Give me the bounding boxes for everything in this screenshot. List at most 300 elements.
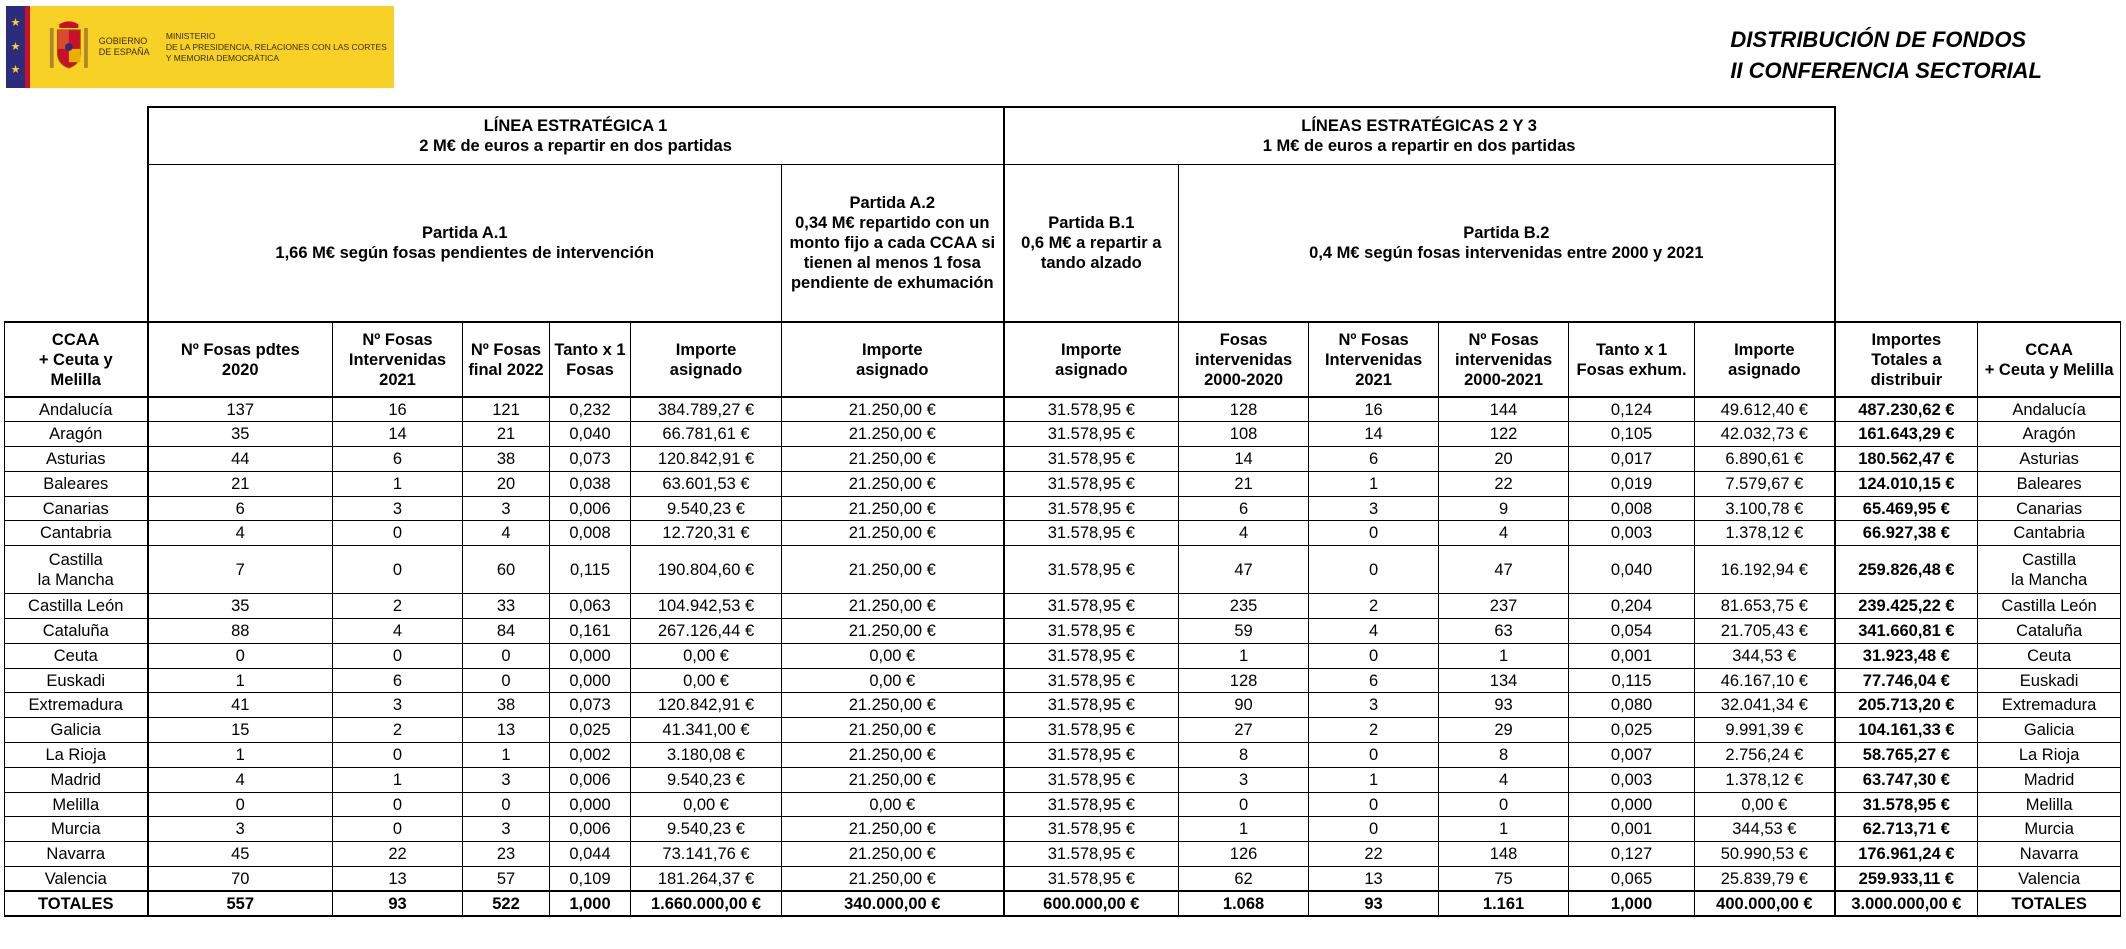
cell-fosas-pdtes-2020: 4 [148,767,333,792]
cell-fosas-intervenidas-2021-b: 13 [1309,867,1439,892]
cell-fosas-pdtes-2020: 3 [148,817,333,842]
cell-importe-b2: 1.378,12 € [1695,767,1835,792]
cell-fosas-intervenidas-2000-2021: 134 [1439,668,1569,693]
cell-ccaa-right: Euskadi [1978,668,2121,693]
cell-fosas-intervenidas-2021: 0 [333,792,463,817]
cell-importe-a1: 41.341,00 € [631,718,782,743]
cell-fosas-pdtes-2020: 0 [148,643,333,668]
cell-importes-totales: 259.826,48 € [1835,546,1978,594]
cell-importe-b2: 42.032,73 € [1695,422,1835,447]
cell-tanto-fosas-exhum: 0,003 [1569,767,1695,792]
cell-importe-b1: 31.578,95 € [1004,397,1179,422]
cell-tanto-fosas-exhum: 0,000 [1569,792,1695,817]
cell-fosas-pdtes-2020: 44 [148,447,333,472]
cell-fosas-intervenidas-2021: 0 [333,546,463,594]
table-row [5,743,2121,768]
total-importe-a2: 340.000,00 € [782,891,1004,916]
cell-fosas-pdtes-2020: 35 [148,422,333,447]
cell-tanto-fosas-exhum: 0,080 [1569,693,1695,718]
cell-ccaa-right: Asturias [1978,447,2121,472]
cell-importes-totales: 341.660,81 € [1835,619,1978,644]
column-header-fosas-pdtes-2020: Nº Fosas pdtes 2020 [148,322,333,397]
cell-tanto-fosas-exhum: 0,001 [1569,817,1695,842]
cell-ccaa-right: Galicia [1978,718,2121,743]
table-row [5,447,2121,472]
column-header-ccaa-right: CCAA + Ceuta y Melilla [1978,322,2121,397]
cell-ccaa: Asturias [5,447,148,472]
cell-importes-totales: 176.961,24 € [1835,842,1978,867]
cell-tanto-fosas: 0,073 [550,693,631,718]
cell-fosas-intervenidas-2021-b: 4 [1309,619,1439,644]
total-importe-b1: 600.000,00 € [1004,891,1179,916]
table-row [5,471,2121,496]
cell-importe-b2: 46.167,10 € [1695,668,1835,693]
cell-ccaa: Murcia [5,817,148,842]
cell-fosas-intervenidas-2000-2021: 4 [1439,767,1569,792]
totals-row [5,891,2121,916]
cell-fosas-pdtes-2020: 15 [148,718,333,743]
cell-importe-a1: 0,00 € [631,792,782,817]
cell-ccaa: La Rioja [5,743,148,768]
star-icon: ★ [10,17,21,30]
cell-ccaa: Galicia [5,718,148,743]
cell-fosas-final-2022: 1 [463,743,550,768]
cell-ccaa: Madrid [5,767,148,792]
table-row [5,643,2121,668]
total-fosas-intervenidas-2021-b: 93 [1309,891,1439,916]
cell-fosas-intervenidas-2000-2021: 122 [1439,422,1569,447]
coat-of-arms-icon [47,17,91,77]
cell-tanto-fosas-exhum: 0,124 [1569,397,1695,422]
cell-importe-a2: 21.250,00 € [782,546,1004,594]
cell-fosas-intervenidas-2000-2021: 29 [1439,718,1569,743]
cell-fosas-intervenidas-2021: 14 [333,422,463,447]
cell-ccaa: Euskadi [5,668,148,693]
cell-fosas-intervenidas-2021: 2 [333,718,463,743]
cell-ccaa: Navarra [5,842,148,867]
cell-fosas-intervenidas-2000-2021: 75 [1439,867,1569,892]
cell-importe-a1: 3.180,08 € [631,743,782,768]
cell-tanto-fosas-exhum: 0,127 [1569,842,1695,867]
cell-importe-a1: 63.601,53 € [631,471,782,496]
cell-importe-b1: 31.578,95 € [1004,594,1179,619]
partida-b2-header: Partida B.2 0,4 M€ según fosas intervenidas entre 2000 y 2021 [1179,164,1835,322]
column-header-ccaa: CCAA + Ceuta y Melilla [5,322,148,397]
cell-importe-b2: 49.612,40 € [1695,397,1835,422]
cell-fosas-final-2022: 3 [463,496,550,521]
cell-importe-a1: 120.842,91 € [631,693,782,718]
cell-tanto-fosas: 0,006 [550,817,631,842]
cell-tanto-fosas: 0,025 [550,718,631,743]
cell-fosas-intervenidas-2000-2020: 3 [1179,767,1309,792]
cell-importe-a2: 21.250,00 € [782,521,1004,546]
cell-importe-b2: 1.378,12 € [1695,521,1835,546]
cell-importe-a2: 21.250,00 € [782,397,1004,422]
cell-ccaa-right: Cataluña [1978,619,2121,644]
cell-importe-b1: 31.578,95 € [1004,842,1179,867]
column-header-importe-b2: Importe asignado [1695,322,1835,397]
cell-fosas-intervenidas-2000-2021: 9 [1439,496,1569,521]
cell-fosas-intervenidas-2000-2020: 14 [1179,447,1309,472]
cell-tanto-fosas-exhum: 0,017 [1569,447,1695,472]
table-row [5,668,2121,693]
cell-tanto-fosas: 0,038 [550,471,631,496]
cell-fosas-intervenidas-2021: 16 [333,397,463,422]
cell-ccaa-right: Castilla León [1978,594,2121,619]
cell-importe-a2: 21.250,00 € [782,496,1004,521]
cell-importes-totales: 180.562,47 € [1835,447,1978,472]
cell-importe-b1: 31.578,95 € [1004,743,1179,768]
cell-fosas-intervenidas-2021-b: 3 [1309,496,1439,521]
cell-importe-a2: 21.250,00 € [782,693,1004,718]
cell-importe-a2: 21.250,00 € [782,619,1004,644]
cell-tanto-fosas-exhum: 0,025 [1569,718,1695,743]
strategic-line-1-header: LÍNEA ESTRATÉGICA 1 2 M€ de euros a repartir en dos partidas [148,107,1004,164]
cell-tanto-fosas: 0,232 [550,397,631,422]
cell-fosas-intervenidas-2000-2020: 62 [1179,867,1309,892]
cell-importe-b2: 2.756,24 € [1695,743,1835,768]
total-fosas-intervenidas-2000-2021: 1.161 [1439,891,1569,916]
cell-importe-a2: 0,00 € [782,668,1004,693]
column-header-tanto-fosas: Tanto x 1 Fosas [550,322,631,397]
table-row [5,693,2121,718]
cell-fosas-intervenidas-2000-2020: 235 [1179,594,1309,619]
cell-importe-a2: 21.250,00 € [782,471,1004,496]
cell-fosas-intervenidas-2021-b: 2 [1309,594,1439,619]
cell-importe-b2: 25.839,79 € [1695,867,1835,892]
cell-importe-a2: 21.250,00 € [782,767,1004,792]
cell-importe-a2: 21.250,00 € [782,867,1004,892]
column-header-importe-b1: Importe asignado [1004,322,1179,397]
cell-importe-b1: 31.578,95 € [1004,546,1179,594]
government-banner [6,6,394,88]
cell-importes-totales: 259.933,11 € [1835,867,1978,892]
cell-importe-a2: 21.250,00 € [782,817,1004,842]
cell-ccaa-right: Melilla [1978,792,2121,817]
cell-importe-a1: 104.942,53 € [631,594,782,619]
cell-fosas-intervenidas-2021-b: 16 [1309,397,1439,422]
cell-fosas-intervenidas-2000-2020: 27 [1179,718,1309,743]
cell-importes-totales: 31.578,95 € [1835,792,1978,817]
star-icon: ★ [10,63,21,76]
cell-tanto-fosas-exhum: 0,040 [1569,546,1695,594]
cell-tanto-fosas: 0,006 [550,767,631,792]
cell-fosas-intervenidas-2021: 1 [333,767,463,792]
cell-fosas-pdtes-2020: 1 [148,743,333,768]
cell-tanto-fosas-exhum: 0,204 [1569,594,1695,619]
government-label: GOBIERNO DE ESPAÑA [98,36,150,57]
cell-importes-totales: 104.161,33 € [1835,718,1978,743]
total-tanto-fosas: 1,000 [550,891,631,916]
cell-fosas-pdtes-2020: 41 [148,693,333,718]
cell-ccaa: Melilla [5,792,148,817]
table-row [5,422,2121,447]
cell-ccaa-right: Andalucía [1978,397,2121,422]
cell-fosas-final-2022: 38 [463,447,550,472]
cell-ccaa: Cataluña [5,619,148,644]
column-header-tanto-fosas-exhum: Tanto x 1 Fosas exhum. [1569,322,1695,397]
partida-a2-header: Partida A.2 0,34 M€ repartido con un monto fijo a cada CCAA si tienen al menos 1 fosa pendiente de exhumación [782,164,1004,322]
cell-fosas-intervenidas-2021-b: 0 [1309,792,1439,817]
cell-fosas-intervenidas-2000-2021: 20 [1439,447,1569,472]
cell-fosas-intervenidas-2021-b: 6 [1309,447,1439,472]
cell-tanto-fosas: 0,000 [550,792,631,817]
total-tanto-fosas-exhum: 1,000 [1569,891,1695,916]
cell-fosas-final-2022: 21 [463,422,550,447]
cell-tanto-fosas-exhum: 0,105 [1569,422,1695,447]
cell-ccaa-right: Madrid [1978,767,2121,792]
cell-importe-b1: 31.578,95 € [1004,619,1179,644]
cell-tanto-fosas-exhum: 0,019 [1569,471,1695,496]
cell-importes-totales: 77.746,04 € [1835,668,1978,693]
cell-ccaa: Castilla León [5,594,148,619]
cell-ccaa-right: La Rioja [1978,743,2121,768]
cell-importes-totales: 62.713,71 € [1835,817,1978,842]
cell-ccaa-right: Ceuta [1978,643,2121,668]
cell-importe-b1: 31.578,95 € [1004,496,1179,521]
cell-importe-a1: 9.540,23 € [631,767,782,792]
cell-fosas-intervenidas-2000-2020: 128 [1179,668,1309,693]
cell-ccaa: Andalucía [5,397,148,422]
cell-ccaa: Extremadura [5,693,148,718]
cell-fosas-final-2022: 84 [463,619,550,644]
cell-fosas-pdtes-2020: 6 [148,496,333,521]
cell-fosas-final-2022: 3 [463,817,550,842]
table-row [5,521,2121,546]
total-importe-b2: 400.000,00 € [1695,891,1835,916]
cell-fosas-intervenidas-2021: 0 [333,743,463,768]
cell-importe-b2: 16.192,94 € [1695,546,1835,594]
table-row [5,594,2121,619]
column-header-fosas-intervenidas-2021-b: Nº Fosas Intervenidas 2021 [1309,322,1439,397]
cell-fosas-intervenidas-2000-2021: 1 [1439,817,1569,842]
cell-fosas-final-2022: 0 [463,668,550,693]
cell-importe-a2: 21.250,00 € [782,743,1004,768]
cell-ccaa: Castilla la Mancha [5,546,148,594]
column-header-fosas-intervenidas-2021: Nº Fosas Intervenidas 2021 [333,322,463,397]
cell-fosas-pdtes-2020: 70 [148,867,333,892]
cell-importe-a2: 21.250,00 € [782,718,1004,743]
cell-importe-a1: 12.720,31 € [631,521,782,546]
cell-fosas-intervenidas-2000-2021: 8 [1439,743,1569,768]
strategic-lines-2-3-header: LÍNEAS ESTRATÉGICAS 2 Y 3 1 M€ de euros a repartir en dos partidas [1004,107,1835,164]
cell-fosas-final-2022: 13 [463,718,550,743]
cell-fosas-intervenidas-2000-2021: 144 [1439,397,1569,422]
cell-fosas-pdtes-2020: 45 [148,842,333,867]
cell-fosas-intervenidas-2000-2021: 237 [1439,594,1569,619]
cell-fosas-intervenidas-2021-b: 1 [1309,471,1439,496]
column-header-fosas-intervenidas-2000-2020: Fosas intervenidas 2000-2020 [1179,322,1309,397]
cell-ccaa-right: Murcia [1978,817,2121,842]
cell-importe-a2: 21.250,00 € [782,594,1004,619]
cell-tanto-fosas: 0,006 [550,496,631,521]
cell-fosas-intervenidas-2021: 1 [333,471,463,496]
total-ccaa-right: TOTALES [1978,891,2121,916]
cell-fosas-intervenidas-2000-2021: 22 [1439,471,1569,496]
cell-fosas-intervenidas-2000-2020: 128 [1179,397,1309,422]
cell-fosas-intervenidas-2021: 0 [333,521,463,546]
cell-fosas-intervenidas-2021-b: 0 [1309,743,1439,768]
ministry-label: MINISTERIO DE LA PRESIDENCIA, RELACIONES CON LAS CORTES Y MEMORIA DEMOCRÁTICA [165,30,387,63]
cell-importe-b2: 50.990,53 € [1695,842,1835,867]
cell-importe-a2: 21.250,00 € [782,447,1004,472]
cell-importe-b1: 31.578,95 € [1004,471,1179,496]
cell-importe-b2: 21.705,43 € [1695,619,1835,644]
cell-fosas-final-2022: 0 [463,792,550,817]
cell-ccaa-right: Navarra [1978,842,2121,867]
cell-importe-a1: 9.540,23 € [631,496,782,521]
cell-tanto-fosas: 0,000 [550,668,631,693]
table-row [5,817,2121,842]
column-header-fosas-final-2022: Nº Fosas final 2022 [463,322,550,397]
cell-tanto-fosas: 0,161 [550,619,631,644]
cell-ccaa: Cantabria [5,521,148,546]
cell-fosas-intervenidas-2000-2021: 148 [1439,842,1569,867]
table-row [5,767,2121,792]
cell-importe-a1: 120.842,91 € [631,447,782,472]
cell-importes-totales: 63.747,30 € [1835,767,1978,792]
cell-fosas-intervenidas-2000-2020: 8 [1179,743,1309,768]
cell-importe-b2: 344,53 € [1695,817,1835,842]
cell-fosas-intervenidas-2021: 6 [333,447,463,472]
cell-fosas-intervenidas-2021: 6 [333,668,463,693]
cell-importes-totales: 31.923,48 € [1835,643,1978,668]
cell-fosas-intervenidas-2021-b: 0 [1309,521,1439,546]
partida-b1-header: Partida B.1 0,6 M€ a repartir a tando alzado [1004,164,1179,322]
cell-fosas-final-2022: 20 [463,471,550,496]
cell-importe-b2: 7.579,67 € [1695,471,1835,496]
cell-importe-b2: 0,00 € [1695,792,1835,817]
cell-tanto-fosas: 0,073 [550,447,631,472]
cell-fosas-intervenidas-2000-2020: 6 [1179,496,1309,521]
cell-importe-a2: 0,00 € [782,792,1004,817]
cell-ccaa: Aragón [5,422,148,447]
cell-importe-b1: 31.578,95 € [1004,521,1179,546]
cell-fosas-pdtes-2020: 35 [148,594,333,619]
cell-fosas-pdtes-2020: 1 [148,668,333,693]
cell-fosas-intervenidas-2000-2021: 63 [1439,619,1569,644]
column-header-fosas-intervenidas-2000-2021: Nº Fosas intervenidas 2000-2021 [1439,322,1569,397]
cell-ccaa-right: Extremadura [1978,693,2121,718]
cell-fosas-intervenidas-2021: 0 [333,643,463,668]
cell-importes-totales: 161.643,29 € [1835,422,1978,447]
total-fosas-intervenidas-2021: 93 [333,891,463,916]
cell-fosas-intervenidas-2021-b: 14 [1309,422,1439,447]
table-row [5,867,2121,892]
cell-fosas-intervenidas-2000-2021: 47 [1439,546,1569,594]
cell-tanto-fosas: 0,040 [550,422,631,447]
cell-fosas-intervenidas-2000-2020: 126 [1179,842,1309,867]
cell-ccaa-right: Baleares [1978,471,2121,496]
cell-fosas-intervenidas-2021-b: 3 [1309,693,1439,718]
cell-fosas-final-2022: 57 [463,867,550,892]
total-importe-a1: 1.660.000,00 € [631,891,782,916]
cell-importe-a1: 66.781,61 € [631,422,782,447]
cell-importes-totales: 487.230,62 € [1835,397,1978,422]
cell-importe-b1: 31.578,95 € [1004,817,1179,842]
cell-importe-a2: 21.250,00 € [782,842,1004,867]
cell-fosas-final-2022: 60 [463,546,550,594]
cell-fosas-final-2022: 4 [463,521,550,546]
cell-ccaa: Valencia [5,867,148,892]
cell-importe-b2: 32.041,34 € [1695,693,1835,718]
cell-importe-a1: 0,00 € [631,668,782,693]
cell-tanto-fosas-exhum: 0,054 [1569,619,1695,644]
cell-importe-a1: 190.804,60 € [631,546,782,594]
cell-fosas-intervenidas-2000-2021: 1 [1439,643,1569,668]
cell-fosas-final-2022: 23 [463,842,550,867]
cell-ccaa: Ceuta [5,643,148,668]
cell-importe-b1: 31.578,95 € [1004,792,1179,817]
cell-fosas-intervenidas-2021-b: 22 [1309,842,1439,867]
cell-ccaa-right: Aragón [1978,422,2121,447]
table-row [5,496,2121,521]
cell-fosas-intervenidas-2021: 13 [333,867,463,892]
cell-tanto-fosas-exhum: 0,003 [1569,521,1695,546]
table-row [5,842,2121,867]
cell-fosas-intervenidas-2000-2020: 1 [1179,643,1309,668]
cell-importes-totales: 66.927,38 € [1835,521,1978,546]
cell-fosas-pdtes-2020: 0 [148,792,333,817]
cell-tanto-fosas: 0,063 [550,594,631,619]
cell-importe-a1: 73.141,76 € [631,842,782,867]
cell-fosas-intervenidas-2000-2021: 4 [1439,521,1569,546]
cell-tanto-fosas-exhum: 0,007 [1569,743,1695,768]
cell-ccaa: Canarias [5,496,148,521]
cell-fosas-intervenidas-2000-2020: 108 [1179,422,1309,447]
cell-fosas-intervenidas-2021: 22 [333,842,463,867]
column-header-importes-totales: Importes Totales a distribuir [1835,322,1978,397]
cell-fosas-intervenidas-2021-b: 0 [1309,643,1439,668]
cell-fosas-final-2022: 121 [463,397,550,422]
total-fosas-final-2022: 522 [463,891,550,916]
cell-importe-b1: 31.578,95 € [1004,693,1179,718]
cell-fosas-intervenidas-2000-2020: 4 [1179,521,1309,546]
cell-importe-b1: 31.578,95 € [1004,668,1179,693]
cell-importe-b2: 344,53 € [1695,643,1835,668]
cell-fosas-intervenidas-2000-2020: 90 [1179,693,1309,718]
cell-importes-totales: 65.469,95 € [1835,496,1978,521]
cell-fosas-intervenidas-2021: 2 [333,594,463,619]
partida-a1-header: Partida A.1 1,66 M€ según fosas pendientes de intervención [148,164,782,322]
cell-importe-b1: 31.578,95 € [1004,447,1179,472]
cell-tanto-fosas-exhum: 0,115 [1569,668,1695,693]
cell-fosas-intervenidas-2021-b: 0 [1309,817,1439,842]
cell-importes-totales: 58.765,27 € [1835,743,1978,768]
cell-importe-a1: 9.540,23 € [631,817,782,842]
cell-importe-a2: 0,00 € [782,643,1004,668]
cell-fosas-intervenidas-2000-2020: 0 [1179,792,1309,817]
cell-fosas-intervenidas-2021: 3 [333,693,463,718]
cell-fosas-final-2022: 0 [463,643,550,668]
total-importes-totales: 3.000.000,00 € [1835,891,1978,916]
cell-fosas-pdtes-2020: 21 [148,471,333,496]
total-ccaa: TOTALES [5,891,148,916]
cell-importe-b1: 31.578,95 € [1004,767,1179,792]
cell-tanto-fosas: 0,000 [550,643,631,668]
cell-importe-a1: 384.789,27 € [631,397,782,422]
cell-fosas-intervenidas-2021: 4 [333,619,463,644]
cell-importe-b2: 81.653,75 € [1695,594,1835,619]
cell-importe-a1: 181.264,37 € [631,867,782,892]
cell-fosas-final-2022: 38 [463,693,550,718]
cell-importes-totales: 124.010,15 € [1835,471,1978,496]
cell-tanto-fosas: 0,115 [550,546,631,594]
cell-fosas-intervenidas-2021: 0 [333,817,463,842]
star-icon: ★ [10,40,21,53]
cell-fosas-intervenidas-2021: 3 [333,496,463,521]
cell-fosas-intervenidas-2021-b: 0 [1309,546,1439,594]
